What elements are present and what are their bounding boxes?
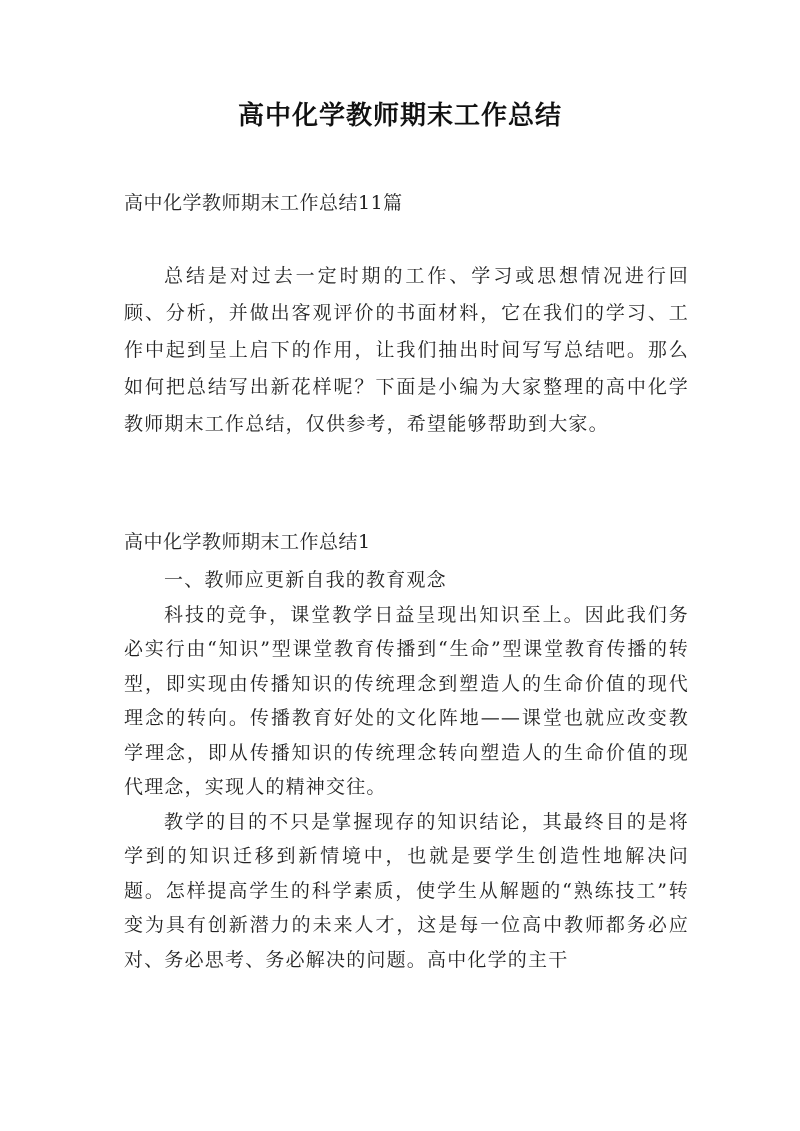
body-paragraph: 教学的目的不只是掌握现存的知识结论，其最终目的是将学到的知识迁移到新情境中，也就是要学生创造性地解决问题。怎样提高学生的科学素质，使学生从解题的“熟练技工”转变为具有创新潜力的未来人才，这是每一位高中教师都务必应对、务必思考、务必解决的问题。高中化学的主干 xyxy=(124,810,689,971)
body-paragraph: 科技的竞争，课堂教学日益呈现出知识至上。因此我们务必实行由“知识”型课堂教育传播到“生命”型课堂教育传播的转型，即实现由传播知识的传统理念到塑造人的生命价值的现代理念的转向。传播教育好处的文化阵地——课堂也就应改变教学理念，即从传播知识的传统理念转向塑造人的生命价值的现代理念，实现人的精神交往。 xyxy=(124,603,689,798)
section-body xyxy=(124,563,689,977)
body-paragraph: 一、教师应更新自我的教育观念 xyxy=(164,569,447,591)
section-heading: 高中化学教师期末工作总结1 xyxy=(124,531,371,553)
document-subtitle: 高中化学教师期末工作总结11篇 xyxy=(124,192,403,214)
intro-paragraph: 总结是对过去一定时期的工作、学习或思想情况进行回顾、分析，并做出客观评价的书面材料，它在我们的学习、工作中起到呈上启下的作用，让我们抽出时间写写总结吧。那么如何把总结写出新花样呢？下面是小编为大家整理的高中化学教师期末工作总结，仅供参考，希望能够帮助到大家。 xyxy=(124,265,689,435)
document-title: 高中化学教师期末工作总结 xyxy=(237,101,562,131)
